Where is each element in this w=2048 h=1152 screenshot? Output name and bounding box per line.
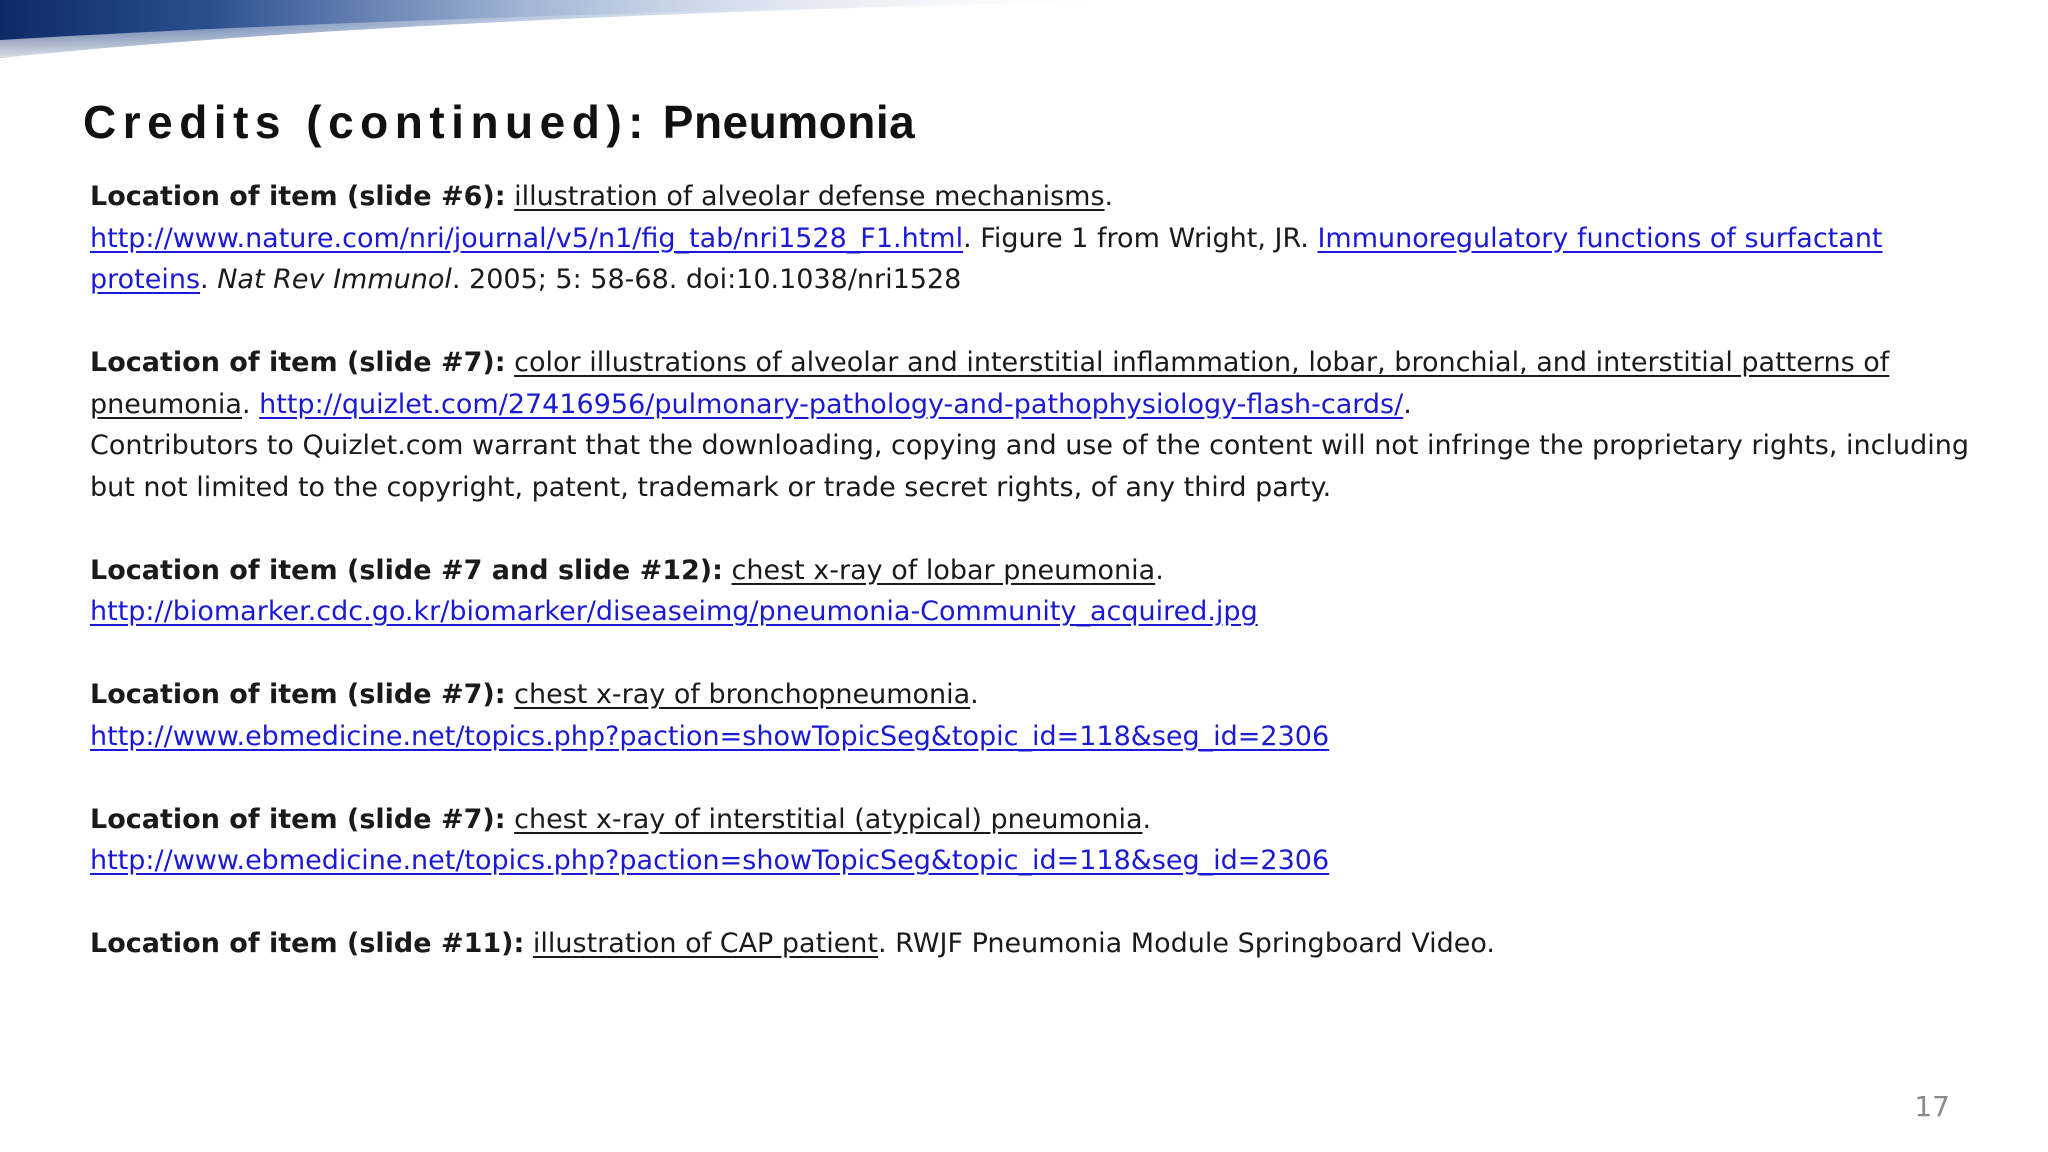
slide-title-topic: Pneumonia (662, 96, 916, 148)
credit-article-link[interactable]: Immunoregulatory functions of surfactant proteins (90, 222, 1883, 295)
credit-entry (90, 923, 1970, 965)
credit-description: illustration of alveolar defense mechanisms (514, 181, 1105, 212)
header-swoosh-banner (0, 0, 1150, 95)
credit-entry (90, 674, 1970, 757)
credit-description: chest x-ray of interstitial (atypical) pneumonia (514, 803, 1143, 835)
slide-title-prefix: Credits (continued): (83, 96, 650, 148)
credit-location-label: Location of item (slide #6): (90, 181, 506, 212)
credit-punctuation: . (1104, 181, 1114, 212)
credit-source-link[interactable]: http://www.ebmedicine.net/topics.php?paction=showTopicSeg&topic_id=118&seg_id=2306 (90, 845, 1330, 876)
credit-punctuation: . (970, 679, 979, 710)
credit-entry (90, 342, 1970, 508)
credit-entry (90, 176, 1970, 301)
credit-text: . Figure 1 from Wright, JR. (963, 222, 1318, 254)
credit-description: color illustrations of alveolar and interstitial inflammation, lobar, bronchial, and interstitial patterns of pneumonia (90, 347, 1890, 420)
credit-description: chest x-ray of lobar pneumonia (731, 554, 1156, 586)
credit-description: illustration of CAP patient (532, 928, 878, 959)
credit-punctuation: . (1155, 554, 1164, 586)
slide-title (83, 92, 915, 152)
credit-punctuation: . (241, 388, 260, 420)
credit-location-label: Location of item (slide #7): (90, 347, 506, 378)
credit-citation: . 2005; 5: 58-68. doi:10.1038/nri1528 (451, 264, 962, 295)
page-number: 17 (1914, 1090, 1950, 1123)
credit-journal-name: Nat Rev Immunol (217, 264, 452, 295)
credit-description: chest x-ray of bronchopneumonia (514, 679, 971, 710)
credit-source-link[interactable]: http://quizlet.com/27416956/pulmonary-pathology-and-pathophysiology-flash-cards/ (259, 388, 1404, 420)
credit-source-link[interactable]: http://www.nature.com/nri/journal/v5/n1/fig_tab/nri1528_F1.html (90, 222, 964, 254)
credit-location-label: Location of item (slide #11): (90, 928, 525, 959)
credit-entry (90, 550, 1970, 633)
credit-usage-note: Contributors to Quizlet.com warrant that the downloading, copying and use of the content will not infringe the proprietary rights, including but not limited to the copyright, patent, trademark or trade secret rights, of any third party. (90, 430, 1969, 503)
credit-punctuation: . (1403, 388, 1412, 420)
credit-location-label: Location of item (slide #7): (90, 679, 506, 710)
credit-location-label: Location of item (slide #7): (90, 803, 506, 835)
credit-location-label: Location of item (slide #7 and slide #12): (90, 554, 723, 586)
credit-source-link[interactable]: http://biomarker.cdc.go.kr/biomarker/diseaseimg/pneumonia-Community_acquired.jpg (90, 596, 1258, 627)
credit-punctuation: . (1142, 803, 1152, 835)
credit-source-link[interactable]: http://www.ebmedicine.net/topics.php?paction=showTopicSeg&topic_id=118&seg_id=2306 (90, 720, 1330, 752)
credits-list (90, 176, 1970, 1006)
credit-text: . RWJF Pneumonia Module Springboard Video. (878, 928, 1496, 959)
credit-text: . (200, 264, 218, 295)
credit-entry (90, 799, 1970, 882)
